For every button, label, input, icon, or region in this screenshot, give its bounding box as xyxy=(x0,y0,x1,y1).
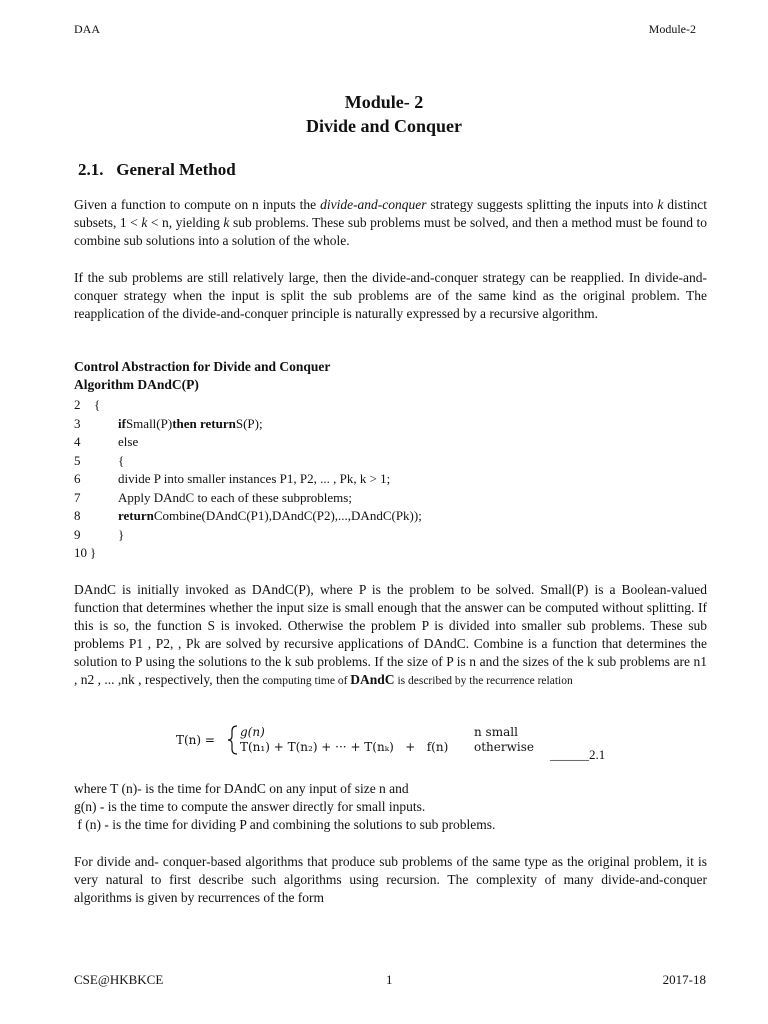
recurrence-condition-otherwise: otherwise xyxy=(474,740,534,754)
paragraph-dandc-explanation: DAndC is initially invoked as DAndC(P), where P is the problem to be solved. Small(P) is a Boolean-valued function that determines whether the input size is small enough that the answer can be computed without splitting. If this is so, the function S is invoked. Otherwise the problem P is divided into smaller sub problems. These sub problems P1 , P2, , Pk are solved by recursive applications of DAndC. Combine is a function that determines the solution to P using the solutions to the k sub problems. If the size of P is n and the sizes of the k sub problems are n1 , n2 , ... ,nk , respectively, then the computing time of DAndC is described by the recurrence relation xyxy=(74,582,707,687)
code-line: 10 } xyxy=(74,545,97,560)
paragraph-recurrences: For divide and- conquer-based algorithms that produce sub problems of the same type as the original problem, it is very natural to first describe such algorithms using recursion. The complexity of many divide-and-conquer algorithms is given by recurrences of the form xyxy=(74,854,707,905)
definitions-list xyxy=(74,780,707,834)
definition-line: where T (n)- is the time for DAndC on any input of size n and xyxy=(74,781,409,796)
brace-icon xyxy=(226,724,240,756)
section-title: General Method xyxy=(116,160,236,179)
code-line: 8 return Combine(DAndC(P1),DAndC(P2),...,DAndC(Pk)); xyxy=(74,508,422,523)
paragraph-intro: Given a function to compute on n inputs the divide-and-conquer strategy suggests splitting the inputs into k distinct subsets, 1 < k < n, yielding k sub problems. These sub problems must be solved, and then a method must be found to combine sub solutions into a solution of the whole. xyxy=(74,197,708,248)
header-left: DAA xyxy=(74,22,100,36)
code-line: 9 } xyxy=(74,526,125,542)
equation-label: ______2.1 xyxy=(550,747,606,762)
control-abstraction-heading: Control Abstraction for Divide and Conquer xyxy=(74,359,331,374)
code-line: 6 divide P into smaller instances P1, P2, ... , Pk, k > 1; xyxy=(74,471,391,486)
algorithm-signature: Algorithm DAndC(P) xyxy=(74,377,199,392)
recurrence-case-small: g(n) xyxy=(240,725,265,739)
paragraph-reapply: If the sub problems are still relatively large, then the divide-and-conquer strategy can be reapplied. In divide-and-conquer strategy when the input is split the sub problems are of the same kind as the original problem. The reapplication of the divide-and-conquer principle is naturally expressed by a recursive algorithm. xyxy=(74,270,707,321)
section-heading xyxy=(78,160,236,180)
page-number: 1 xyxy=(386,972,393,987)
algorithm-code xyxy=(74,396,422,563)
code-line: 7 Apply DAndC to each of these subproblems; xyxy=(74,489,352,505)
code-line: 5 { xyxy=(74,452,125,468)
recurrence-condition-small: n small xyxy=(474,725,518,739)
footer-left: CSE@HKBKCE xyxy=(74,972,164,987)
section-number: 2.1. xyxy=(78,160,104,179)
definition-line: f (n) - is the time for dividing P and combining the solutions to sub problems. xyxy=(74,817,496,832)
footer-right: 2017-18 xyxy=(662,972,706,987)
definition-line: g(n) - is the time to compute the answer directly for small inputs. xyxy=(74,799,426,814)
recurrence-case-otherwise: T(n₁) + T(n₂) + ··· + T(nₖ) + f(n) xyxy=(240,740,449,754)
chapter-title: Divide and Conquer xyxy=(305,116,463,136)
code-line: 2 { xyxy=(74,397,101,412)
code-line: 4 else xyxy=(74,434,139,449)
code-line: 3 if Small(P) then return S(P); xyxy=(74,415,263,431)
header-right: Module-2 xyxy=(648,22,696,36)
module-title: Module- 2 xyxy=(344,92,424,112)
recurrence-lhs: T(n) = xyxy=(176,733,215,747)
